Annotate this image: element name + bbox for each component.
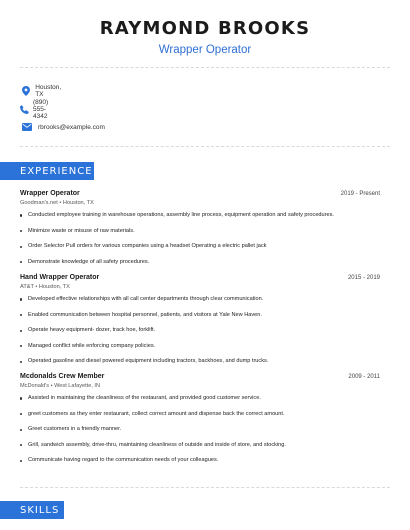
contact-email <box>20 118 105 136</box>
job-dates: 2015 - 2019 <box>347 275 380 281</box>
experience-section-heading: EXPERIENCE <box>0 162 94 180</box>
bullet-item: Grill, sandwich assembly, drive-thru, maintaining cleanliness of outside and inside of store, and stocking. <box>20 442 380 458</box>
experience-entry <box>20 274 380 374</box>
experience-entry <box>20 190 380 274</box>
header-divider <box>20 67 390 68</box>
job-bullets <box>20 395 380 473</box>
contact-location <box>20 82 64 100</box>
bullet-item: greet customers as they enter restaurant, collect correct amount and dispense back the correct amount. <box>20 411 380 427</box>
job-bullets <box>20 212 380 274</box>
bullet-item: Order Selector Pull orders for various companies using a headset Operating a electric pallet jack <box>20 243 380 259</box>
email-text: rbrooks@example.com <box>38 123 105 131</box>
job-role: Hand Wrapper Operator <box>20 274 100 281</box>
job-company: McDonald's • West Lafayette, IN <box>20 383 101 389</box>
job-company: Goodman's.net • Houston, TX <box>20 200 94 206</box>
bullet-item: Demonstrate knowledge of all safety procedures. <box>20 259 380 275</box>
phone-text: (890) 555-4342 <box>33 98 49 120</box>
job-bullets <box>20 296 380 374</box>
experience-entry <box>20 373 380 473</box>
location-pin-icon <box>20 84 31 98</box>
experience-divider <box>20 487 390 488</box>
job-company: AT&T • Houston, TX <box>20 284 70 290</box>
job-dates: 2019 - Present <box>340 191 380 197</box>
bullet-item: Conducted employee training in warehouse operations, assembly line process, equipment operation and safety procedures. <box>20 212 380 228</box>
bullet-item: Minimize waste or misuse of raw materials. <box>20 228 380 244</box>
bullet-item: Assisted in maintaining the cleanliness of the restaurant, and provided good customer service. <box>20 395 380 411</box>
bullet-item: Operated gasoline and diesel powered equipment including tractors, backhoes, and dump trucks. <box>20 358 380 374</box>
contact-phone <box>20 100 53 118</box>
bullet-item: Greet customers in a friendly manner. <box>20 426 380 442</box>
contact-divider <box>20 146 390 147</box>
candidate-name: RAYMOND BROOKS <box>99 18 311 39</box>
job-role: Mcdonalds Crew Member <box>20 373 105 380</box>
skills-section-heading: SKILLS <box>0 501 64 519</box>
job-role: Wrapper Operator <box>20 190 80 197</box>
candidate-title: Wrapper Operator <box>158 44 252 56</box>
bullet-item: Communicate having regard to the communication needs of your colleagues. <box>20 457 380 473</box>
bullet-item: Managed conflict while enforcing company policies. <box>20 343 380 359</box>
location-text: Houston, TX <box>35 84 62 98</box>
resume-header <box>0 0 410 56</box>
phone-icon <box>20 102 29 116</box>
bullet-item: Enabled communication between hospital personnel, patients, and visitors at Yale New Haven. <box>20 312 380 328</box>
envelope-icon <box>20 120 34 134</box>
job-dates: 2009 - 2011 <box>348 374 380 380</box>
bullet-item: Developed effective relationships with all call center departments through clear communication. <box>20 296 380 312</box>
bullet-item: Operate heavy equipment- dozer, track hoe, forklift. <box>20 327 380 343</box>
